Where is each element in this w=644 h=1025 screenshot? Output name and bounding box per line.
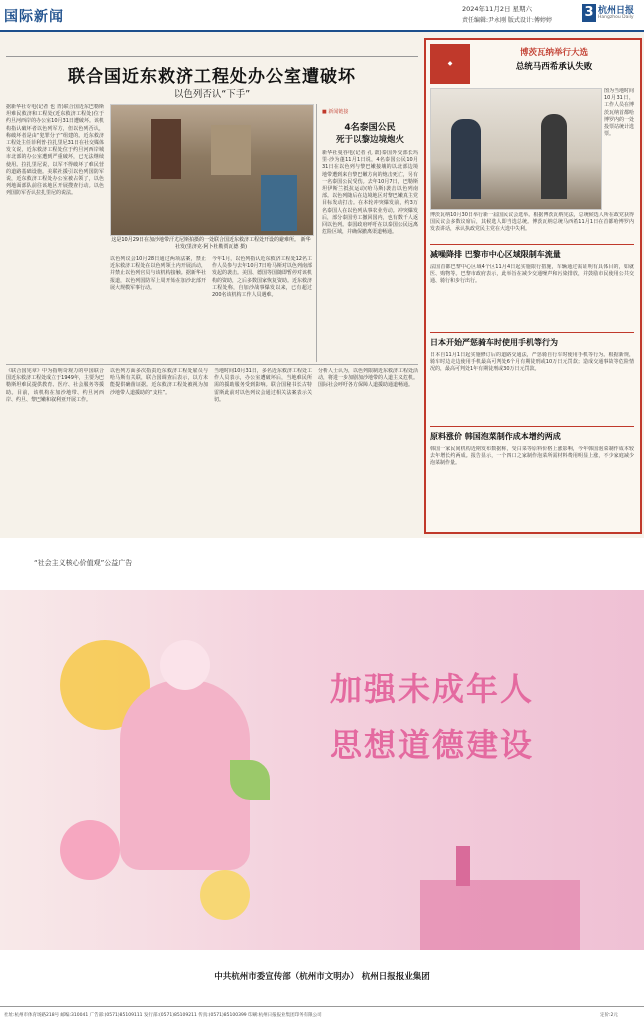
brief-1-title-2: 总统马西希承认失败 <box>515 62 593 72</box>
brief-3-body: 日本自11月1日起实施修订后的道路交通法，严惩骑自行车时使用手机等行为。根据新规，骑车时边走边使用手机最高可判处6个月有期徒刑或10万日元罚款；造成交通事故等危险情况的，最高可判处1年有期徒刑或30万日元罚款。 <box>430 352 634 373</box>
brief-4-body: 韩国一家民间机构近期发布数据称，受白菜等原料价格上涨影响，今年韩国泡菜制作成本较去年增长约两成。报告显示，一个四口之家制作泡菜所需材料费用明显上涨，不少家庭减少泡菜制作量。 <box>430 446 634 467</box>
brief-1-photo-caption: 图为当地时间10月31日，工作人员在博茨瓦纳首都哈博罗内的一处投票站统计选票。 <box>604 88 634 138</box>
ad-slogan-1: 加强未成年人 <box>330 670 535 708</box>
flower-icon <box>60 820 120 880</box>
brief-4-title: 原料涨价 韩国泡菜制作成本增约两成 <box>430 432 561 441</box>
lower-col-2: 以色列方面多次指责近东救济工程处雇员与哈马斯有关联，联合国调查后表示，以方未能提供确凿证据。近东救济工程处被视为加沙地带人道援助的“支柱”。 <box>110 368 208 396</box>
side-headline-2: 死于以黎边境炮火 <box>335 135 404 145</box>
section-title: 国际新闻 <box>4 9 64 25</box>
photo-person-shape <box>541 114 567 199</box>
ad-slogan-2: 思想道德建设 <box>330 726 535 764</box>
city-skyline-icon <box>420 880 580 950</box>
tower-icon <box>456 846 470 886</box>
brief-1-body: 博茨瓦纳10月30日举行新一届国民议会选举。根据博茨瓦纳宪法，总统候选人所在政党获得国民议会多数议席后，其候选人即当选总统。博茨瓦纳总统马西希11月1日在首都哈博罗内发表讲话，承认执政党民主党在大选中失利。 <box>430 212 634 233</box>
photo-person-shape <box>261 175 297 231</box>
article-col-3: 今年1月，以色列指认近东救济工程处12名工作人员参与去年10月7日哈马斯对以色列南部发起的袭击。美国、德国等国随即暂停对该机构的资助，之后多数国家恢复资助。近东救济工程处称，自加沙战事爆发以来，已有超过200名该机构工作人员遇难。 <box>212 256 312 299</box>
brief-3-title: 日本开始严惩骑车时使用手机等行为 <box>430 338 558 347</box>
child-head-icon <box>160 640 210 690</box>
paper-name-en: Hangzhou Daily <box>598 15 634 20</box>
briefs-emblem-icon: ◆ <box>430 44 470 84</box>
ad-tag: “社会主义核心价值观”公益广告 <box>34 559 133 567</box>
side-article-body: 新华社曼谷电(记者 孔 歆)泰国外交部长玛里·沙为蓬11月1日说，4名泰国公民10月31日在以色列与黎巴嫩接壤的以北部边境地带遭到来自黎巴嫩方向的炮击死亡，另有一名泰国公民受伤。去年10月7日，巴勒斯坦伊斯兰抵抗运动(哈马斯)袭击以色列南部。以色列随后在边境地区对黎巴嫩真主党目标发动打击。在本轮冲突爆发前，约3万名泰国人在以色列从事农业劳动。冲突爆发后，部分泰国劳工撤回国内，也有数千人返回以色列。泰国政府呼吁在以泰国公民远离危险区域，并确保撤离渠道畅通。 <box>322 150 418 236</box>
paper-name: 杭州日报 <box>598 6 635 16</box>
brief-1-photo <box>430 88 602 210</box>
photo-caption: 这是10月29日在加沙地带汗尤尼斯拍摄的一处联合国近东救济工程处开设的避难所。 新华社发(里济克·阿卜杜勒贾瓦德 摄) <box>111 237 311 250</box>
article-col-2: 以色列议会10月28日通过两项法案，禁止近东救济工程处在以色列领土内开展活动，并禁止以色列官员与该机构接触。据新华社报道，以色列国防军上周开始在加沙北部开展大规模军事行动。 <box>110 256 206 291</box>
brief-divider <box>430 332 634 333</box>
main-subheadline: 以色列否认“下手” <box>173 89 251 100</box>
side-headline-1: 4名泰国公民 <box>344 123 396 133</box>
brief-divider <box>430 426 634 427</box>
lower-col-1: 《联合国宪章》中为指明奇观力的中国联合国近东救济工程处成立于1949年，主要为巴勒斯坦难民提供教育、医疗、社会服务等援助。目前，该机构在加沙地带、约旦河西岸、约旦、黎巴嫩和叙利亚开展工作。 <box>6 368 104 403</box>
page-number: 3 <box>582 4 596 22</box>
footer-info: 社址:杭州市体育场路218号 邮编:310041 广告部:(0571)85109111 发行部:(0571)85109211 传真:(0571)85100399 印刷:杭州日报报业集团印务有限公司 <box>4 1013 322 1018</box>
lower-col-4: 分析人士认为，以色列限制近东救济工程处活动，将进一步加剧加沙地带的人道主义危机。国际社会呼吁各方保障人道援助通道畅通。 <box>318 368 418 389</box>
leaf-icon <box>230 760 270 800</box>
brief-2-body: 法国首都巴黎中心区域4个区11月4日起实施限行措施，车辆通过需证明有具体目的，如就医、购物等。巴黎市政府表示，此举旨在减少交通噪声和污染排放，并鼓励市民使用公共交通、骑行和步行出行。 <box>430 264 634 285</box>
main-headline: 联合国近东救济工程处办公室遭破坏 <box>68 67 356 87</box>
page-header <box>0 0 644 32</box>
flower-icon <box>200 870 250 920</box>
column-divider <box>316 104 317 362</box>
editors-line: 责任编辑:尹永刚 版式设计:傅婷婷 <box>462 17 552 24</box>
photo-laundry-shape <box>151 119 181 179</box>
article-col-1: 据新华社专电(记者 也 青)联合国近东巴勒斯坦难民救济和工程处(近东救济工程处)位于约旦河西岸的办公室10月31日遭破坏。该机构指认破坏者以色列军方，但以色列否认，称破坏者是由“犯罪分子”组建的。近东救济工程处主任菲利普·拉扎里尼31日在社交媒体发文说，近东救济工程处位于约旦河西岸城市北部的办公室遭到严重破坏，已无法继续使用。拉扎里尼说，以军不得破坏了难民营的道路基础设施。美联社援引以色列国防军说，近东救济工程处办公室被占领了，以色列地面部队前往该地区开展搜查行动。以色列国防军否认拉扎里尼的说法。 <box>6 104 104 197</box>
news-link-tag: ■ 新闻链接 <box>322 109 349 115</box>
photo-person-shape <box>451 119 481 199</box>
brief-divider <box>430 244 634 245</box>
photo-wall-shape <box>211 125 251 175</box>
lower-col-3: 当地时间10月31日，多名近东救济工程处工作人员表示，办公室遭破坏后，当地难民所需的援助服务受到影响。联合国秘书长古特雷斯此前对以色列议会通过相关法案表示关切。 <box>214 368 312 403</box>
title-rule <box>6 56 418 57</box>
lower-rule <box>6 364 418 365</box>
article-photo <box>110 104 314 236</box>
issue-date: 2024年11月2日 星期六 <box>462 5 533 13</box>
page-footer <box>0 1006 644 1025</box>
footer-price: 定价:2元 <box>600 1013 618 1018</box>
ad-sponsor: 中共杭州市委宣传部（杭州市文明办） 杭州日报报业集团 <box>214 972 430 982</box>
brief-1-title-1: 博茨瓦纳举行大选 <box>519 48 588 58</box>
brief-2-title: 减噪降排 巴黎市中心区域限制车流量 <box>430 250 561 259</box>
